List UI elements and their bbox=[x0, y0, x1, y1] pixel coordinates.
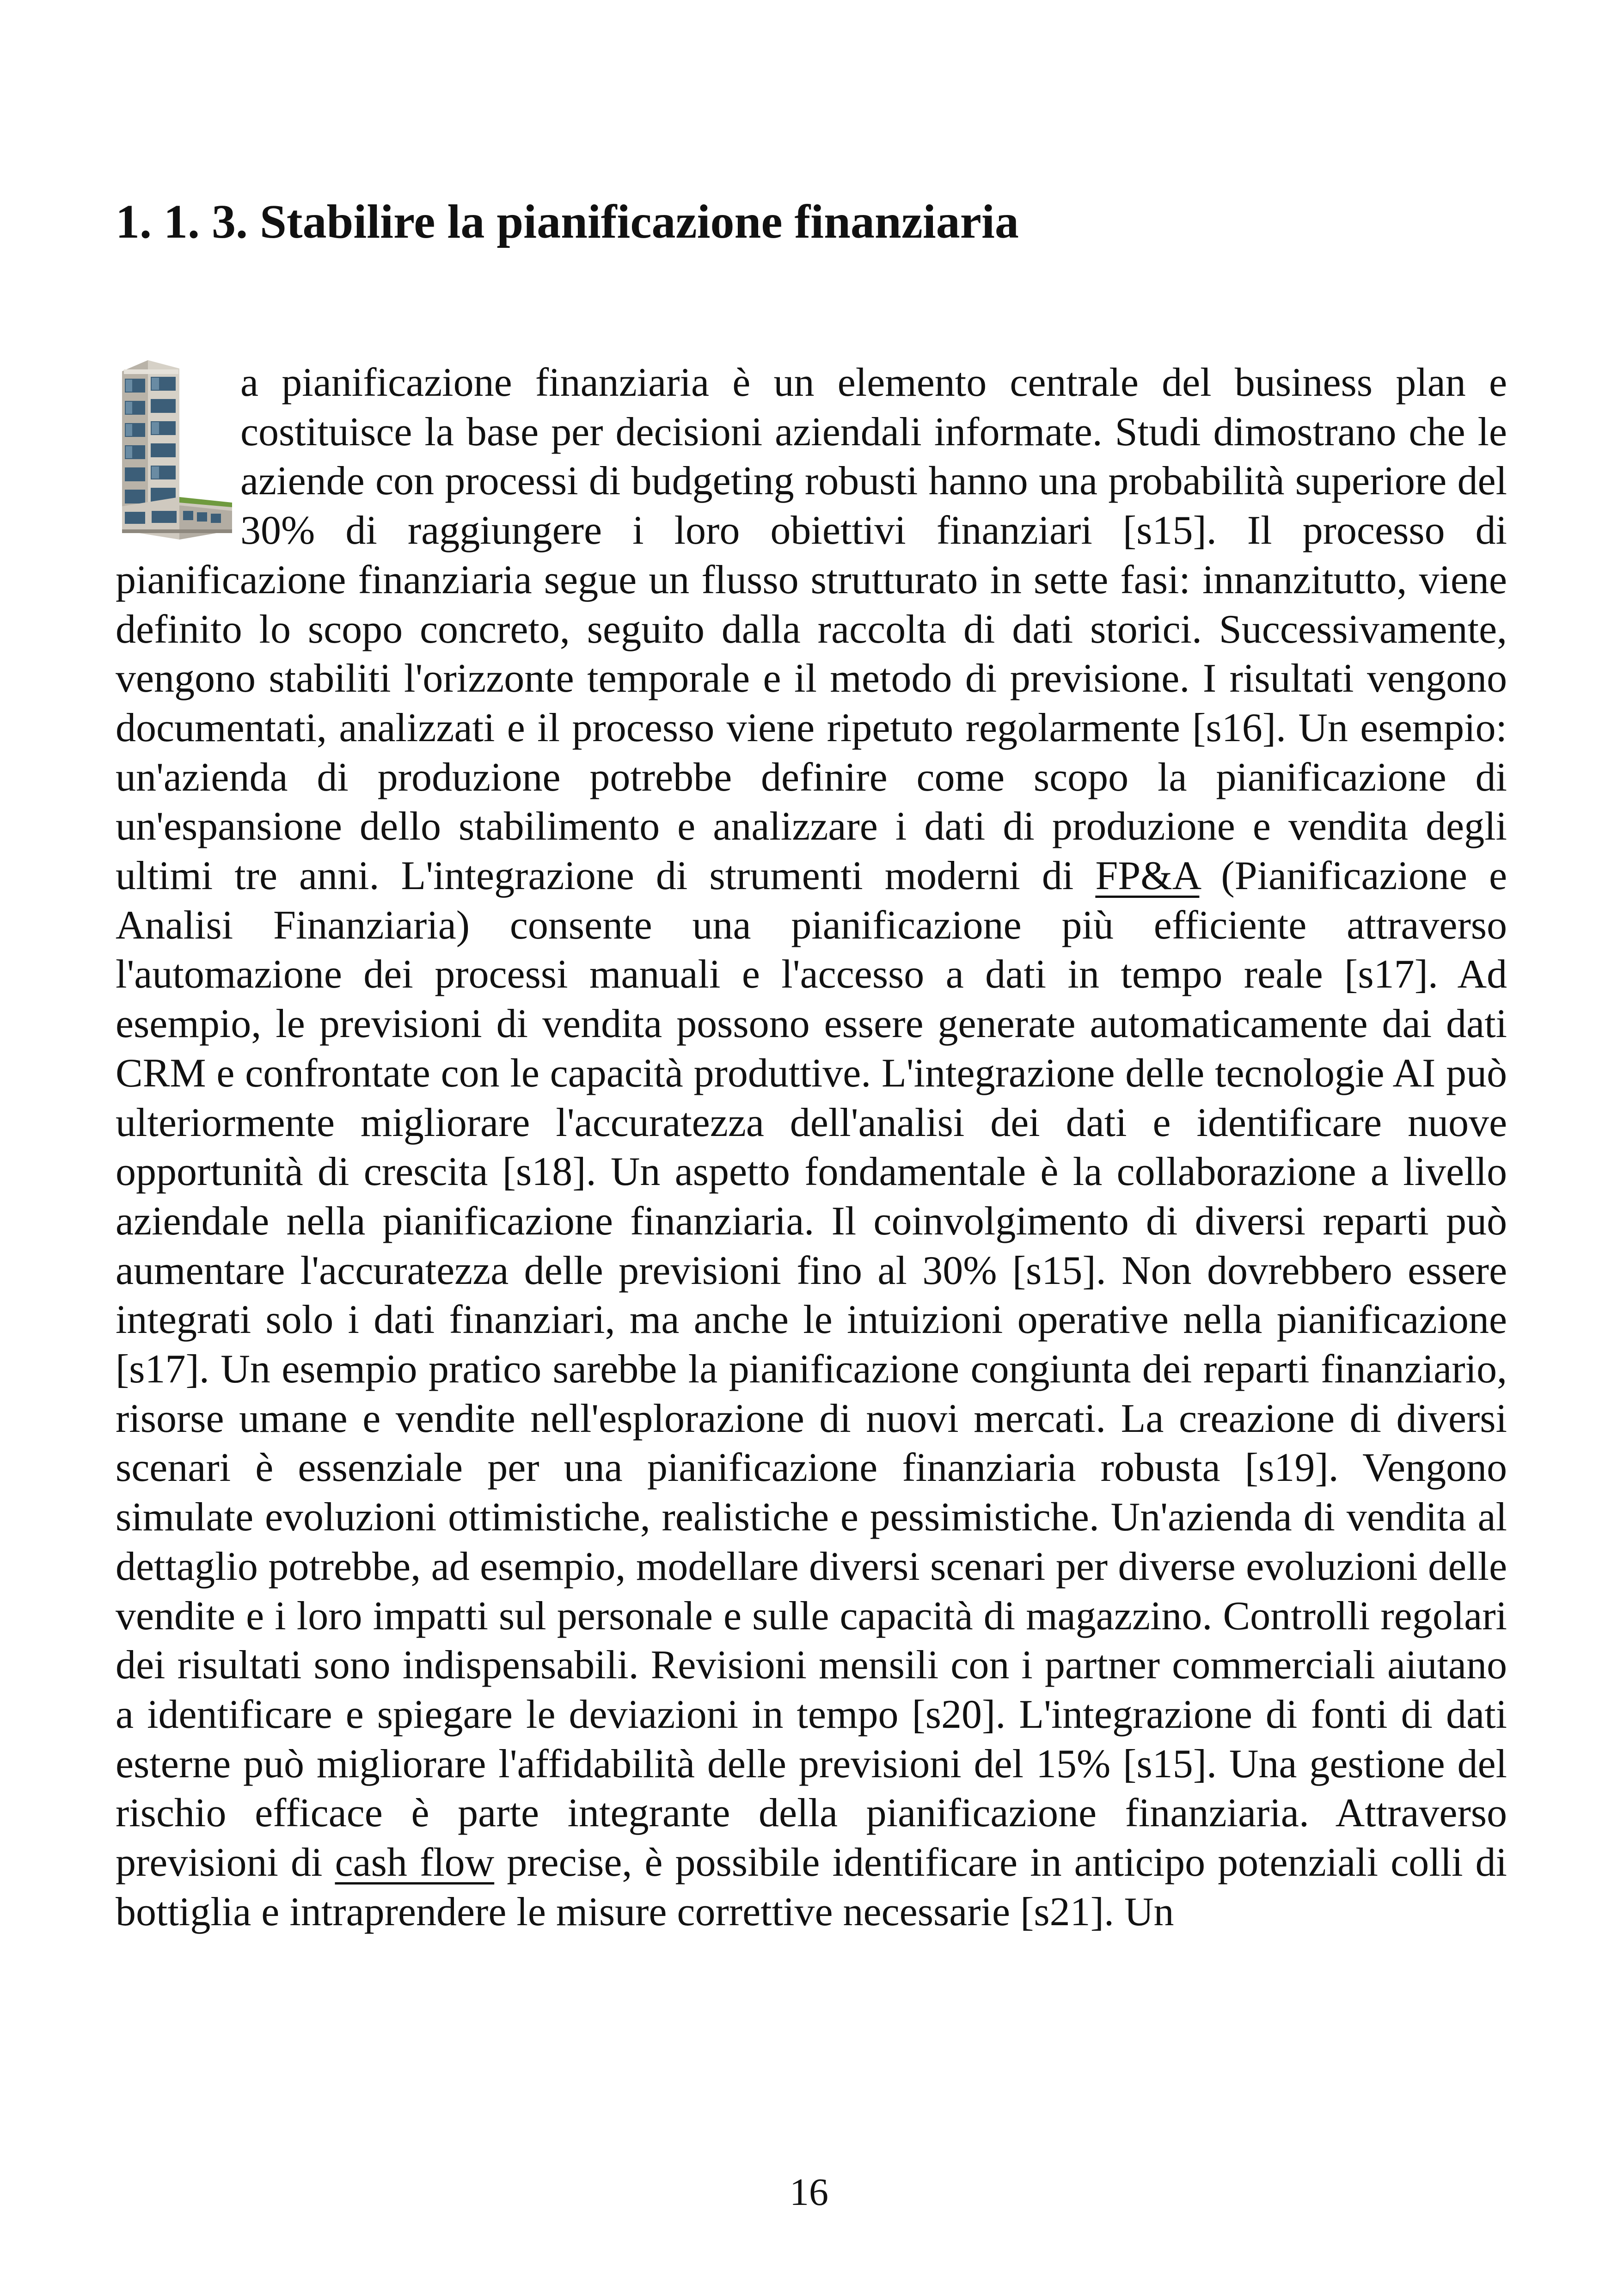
paragraph-text-3: precise, è possibile identificare in anticipo potenziali colli di bottiglia e intraprendere le misure correttive necessarie [s21]. Un bbox=[116, 1840, 1508, 1934]
body-paragraph bbox=[116, 358, 1507, 1937]
paragraph-text-1: a pianificazione finanziaria è un elemento centrale del business plan e costituisce la base per decisioni aziendali informate. Studi dimostrano che le aziende con processi di budgeting robusti hanno una probabilità superiore del 30% di raggiungere i loro obiettivi finanziari [s15]. Il processo di pianificazione finanziaria segue un flusso strutturato in sette fasi: innanzitutto, viene definito lo scopo concreto, seguito dalla raccolta di dati storici. Successivamente, vengono stabiliti l'orizzonte temporale e il metodo di previsione. I risultati vengono documentati, analizzati e il processo viene ripetuto regolarmente [s16]. Un esempio: un'azienda di produzione potrebbe definire come scopo la pianificazione di un'espansione dello stabilimento e analizzare i dati di produzione e vendita degli ultimi tre anni. L'integrazione di strumenti moderni di bbox=[116, 360, 1507, 899]
cash-flow-link[interactable]: cash flow bbox=[335, 1840, 495, 1885]
paragraph-text-2: (Pianificazione e Analisi Finanziaria) consente una pianificazione più efficiente attraverso l'automazione dei processi manuali e l'accesso a dati in tempo reale [s17]. Ad esempio, le previsioni di vendita possono essere generate automaticamente dai dati CRM e confrontate con le capacità produttive. L'integrazione delle tecnologie AI può ulteriormente migliorare l'accuratezza dell'analisi dei dati e identificare nuove opportunità di crescita [s18]. Un aspetto fondamentale è la collaborazione a livello aziendale nella pianificazione finanziaria. Il coinvolgimento di diversi reparti può aumentare l'accuratezza delle previsioni fino al 30% [s15]. Non dovrebbero essere integrati solo i dati finanziari, ma anche le intuizioni operative nella pianificazione [s17]. Un esempio pratico sarebbe la pianificazione congiunta dei reparti finanziario, risorse umane e vendite nell'esplorazione di nuovi mercati. La creazione di diversi scenari è essenziale per una pianificazione finanziaria robusta [s19]. Vengono simulate evoluzioni ottimistiche, realistiche e pessimistiche. Un'azienda di vendita al dettaglio potrebbe, ad esempio, modellare diversi scenari per diverse evoluzioni delle vendite e i loro impatti sul personale e sulle capacità di magazzino. Controlli regolari dei risultati sono indispensabili. Revisioni mensili con i partner commerciali aiutano a identificare e spiegare le deviazioni in tempo [s20]. L'integrazione di fonti di dati esterne può migliorare l'affidabilità delle previsioni del 15% [s15]. Una gestione del rischio efficace è parte integrante della pianificazione finanziaria. Attraverso previsioni di bbox=[116, 853, 1507, 1885]
section-heading: 1. 1. 3. Stabilire la pianificazione finanziaria bbox=[116, 195, 1019, 248]
page-number: 16 bbox=[790, 2171, 828, 2214]
building-letter-L-icon bbox=[116, 358, 235, 541]
fpa-link[interactable]: FP&A bbox=[1095, 853, 1200, 899]
